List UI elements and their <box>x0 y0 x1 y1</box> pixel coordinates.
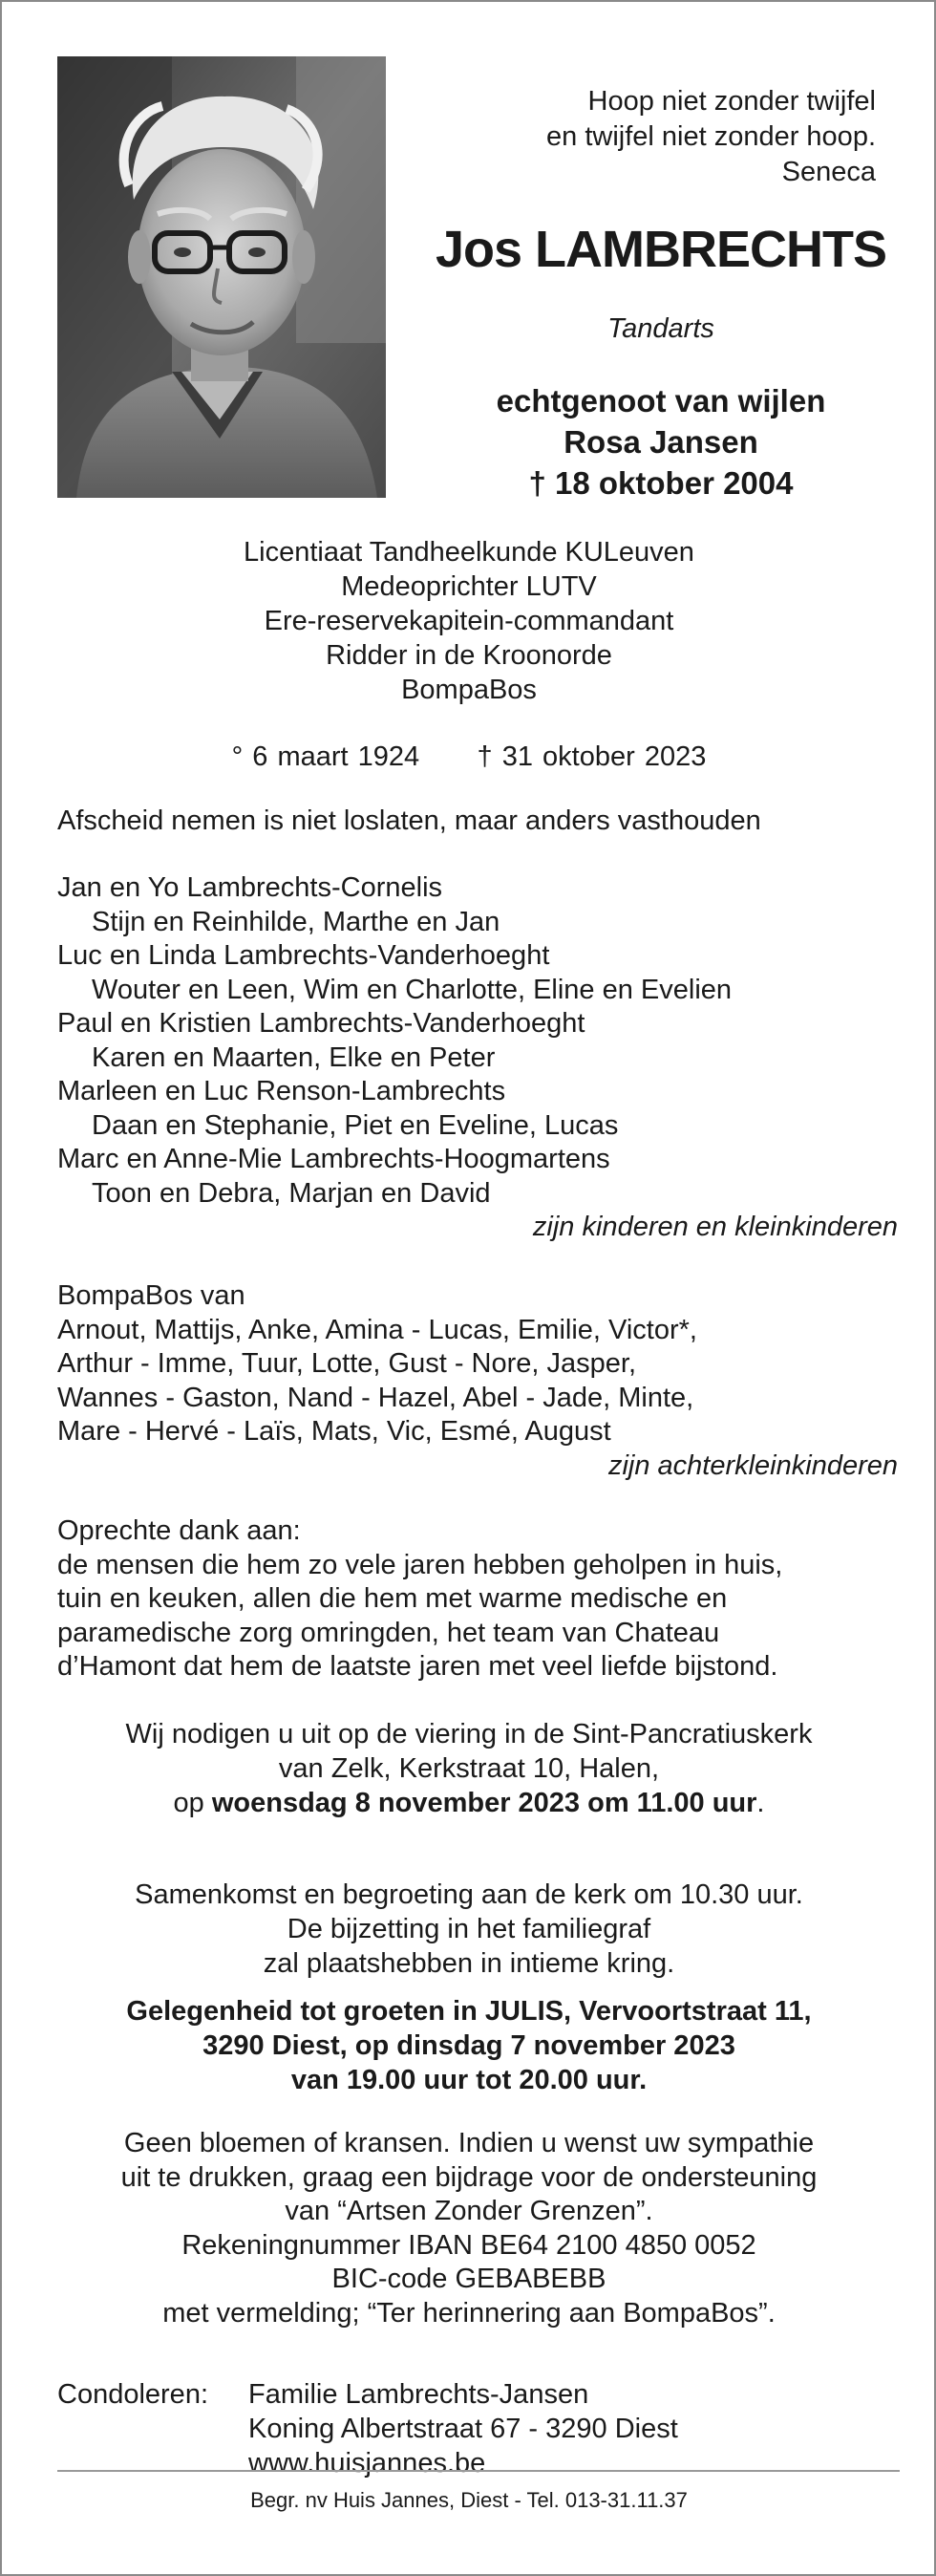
family-line: Marc en Anne-Mie Lambrechts-Hoogmartens <box>57 1144 610 1174</box>
spouse-death-date: † 18 oktober 2004 <box>528 465 794 501</box>
family-line: Paul en Kristien Lambrechts-Vanderhoeght <box>57 1008 585 1039</box>
footer-divider <box>57 2470 900 2472</box>
funeral-home-footer: Begr. nv Huis Jannes, Diest - Tel. 013-31.11.37 <box>250 2488 688 2512</box>
family-line: Marleen en Luc Renson-Lambrechts <box>57 1076 506 1106</box>
great-grandchildren-list <box>57 1279 898 1483</box>
no-flowers-notice <box>57 2127 881 2330</box>
spouse-name: Rosa Jansen <box>564 424 758 460</box>
title-item: Ridder in de Kroonorde <box>326 640 612 671</box>
quote <box>379 84 876 190</box>
family-line: Karen en Maarten, Elke en Peter <box>92 1041 496 1073</box>
motto-text: Afscheid nemen is niet loslaten, maar anders vasthouden <box>57 805 761 836</box>
condolences-address <box>248 2377 726 2480</box>
spouse-info <box>422 380 900 504</box>
quote-author: Seneca <box>781 157 876 187</box>
condolences-label: Condoleren: <box>57 2379 208 2410</box>
title-item: Medeoprichter LUTV <box>341 571 597 602</box>
condolences-line: Familie Lambrechts-Jansen <box>248 2379 589 2410</box>
titles-list <box>57 535 881 707</box>
thanks-line: Oprechte dank aan: <box>57 1515 301 1546</box>
invitation <box>57 1717 881 1820</box>
greeting-line: van 19.00 uur tot 20.00 uur. <box>290 2065 648 2095</box>
no-flowers-line: Geen bloemen of kransen. Indien u wenst uw sympathie <box>123 2128 815 2158</box>
title-item: Licentiaat Tandheelkunde KULeuven <box>244 537 694 568</box>
greeting-line: 3290 Diest, op dinsdag 7 november 2023 <box>202 2030 735 2061</box>
great-grandchildren-line: Mare - Hervé - Laïs, Mats, Vic, Esmé, August <box>57 1416 611 1447</box>
gathering-info <box>57 1878 881 1981</box>
no-flowers-line: met vermelding; “Ter herinnering aan BompaBos”. <box>162 2297 776 2329</box>
thanks-section <box>57 1514 898 1685</box>
great-grandchildren-line: Arnout, Mattijs, Anke, Amina - Lucas, Emilie, Victor*, <box>57 1314 697 1345</box>
thanks-line: de mensen die hem zo vele jaren hebben geholpen in huis, <box>57 1549 783 1580</box>
invitation-line: Wij nodigen u uit op de viering in de Sint-Pancratiuskerk <box>125 1719 813 1750</box>
family-list <box>57 871 898 1245</box>
title-item: BompaBos <box>401 675 537 705</box>
thanks-line: tuin en keuken, allen die hem met warme medische en <box>57 1583 728 1614</box>
invitation-suffix: . <box>756 1788 765 1818</box>
portrait-photo-icon <box>57 56 386 498</box>
title-item: Ere-reservekapitein-commandant <box>264 606 674 636</box>
birth-date: ° 6 maart 1924 <box>231 741 420 772</box>
family-line: Jan en Yo Lambrechts-Cornelis <box>57 872 443 903</box>
invitation-line: van Zelk, Kerkstraat 10, Halen, <box>278 1753 660 1784</box>
bic-line: BIC-code GEBABEBB <box>331 2264 606 2294</box>
spouse-line: echtgenoot van wijlen <box>496 383 826 419</box>
greeting-line: Gelegenheid tot groeten in JULIS, Vervoortstraat 11, <box>126 1996 812 2027</box>
family-line: Wouter en Leen, Wim en Charlotte, Eline en Evelien <box>92 974 733 1005</box>
deceased-name: Jos LAMBRECHTS <box>435 221 887 278</box>
great-grandchildren-caption: zijn achterkleinkinderen <box>607 1449 898 1481</box>
profession: Tandarts <box>607 313 714 344</box>
iban-line: Rekeningnummer IBAN BE64 2100 4850 0052 <box>181 2229 756 2261</box>
life-dates <box>57 740 881 774</box>
family-line: Stijn en Reinhilde, Marthe en Jan <box>92 906 500 937</box>
family-line: Toon en Debra, Marjan en David <box>92 1177 491 1209</box>
family-line: Daan en Stephanie, Piet en Eveline, Lucas <box>92 1109 619 1141</box>
gathering-line: Samenkomst en begroeting aan de kerk om 10.30 uur. <box>135 1879 803 1910</box>
thanks-line: paramedische zorg omringden, het team van Chateau <box>57 1617 720 1648</box>
death-date: † 31 oktober 2023 <box>477 741 707 772</box>
ceremony-datetime: woensdag 8 november 2023 om 11.00 uur <box>211 1788 757 1818</box>
family-caption: zijn kinderen en kleinkinderen <box>532 1212 898 1242</box>
portrait-photo <box>57 56 386 498</box>
condolences-line: Koning Albertstraat 67 - 3290 Diest <box>248 2414 678 2444</box>
thanks-line: d’Hamont dat hem de laatste jaren met veel liefde bijstond. <box>57 1651 778 1682</box>
family-line: Luc en Linda Lambrechts-Vanderhoeght <box>57 940 550 971</box>
great-grandchildren-line: Arthur - Imme, Tuur, Lotte, Gust - Nore, Jasper, <box>57 1348 636 1379</box>
great-grandchildren-line: Wannes - Gaston, Nand - Hazel, Abel - Jade, Minte, <box>57 1382 694 1413</box>
invitation-prefix: op <box>173 1788 212 1818</box>
gathering-line: De bijzetting in het familiegraf <box>287 1914 651 1944</box>
quote-line: Hoop niet zonder twijfel <box>587 86 876 117</box>
great-grandchildren-line: BompaBos van <box>57 1280 245 1311</box>
condolences-website: www.huisjannes.be <box>248 2448 486 2479</box>
motto <box>57 805 898 839</box>
greeting-info <box>57 1994 881 2097</box>
no-flowers-line: van “Artsen Zonder Grenzen”. <box>285 2196 653 2226</box>
invitation-date-line <box>57 1786 881 1820</box>
quote-line: en twijfel niet zonder hoop. <box>546 121 876 152</box>
no-flowers-line: uit te drukken, graag een bijdrage voor de ondersteuning <box>120 2161 818 2193</box>
gathering-line: zal plaatshebben in intieme kring. <box>263 1948 675 1979</box>
